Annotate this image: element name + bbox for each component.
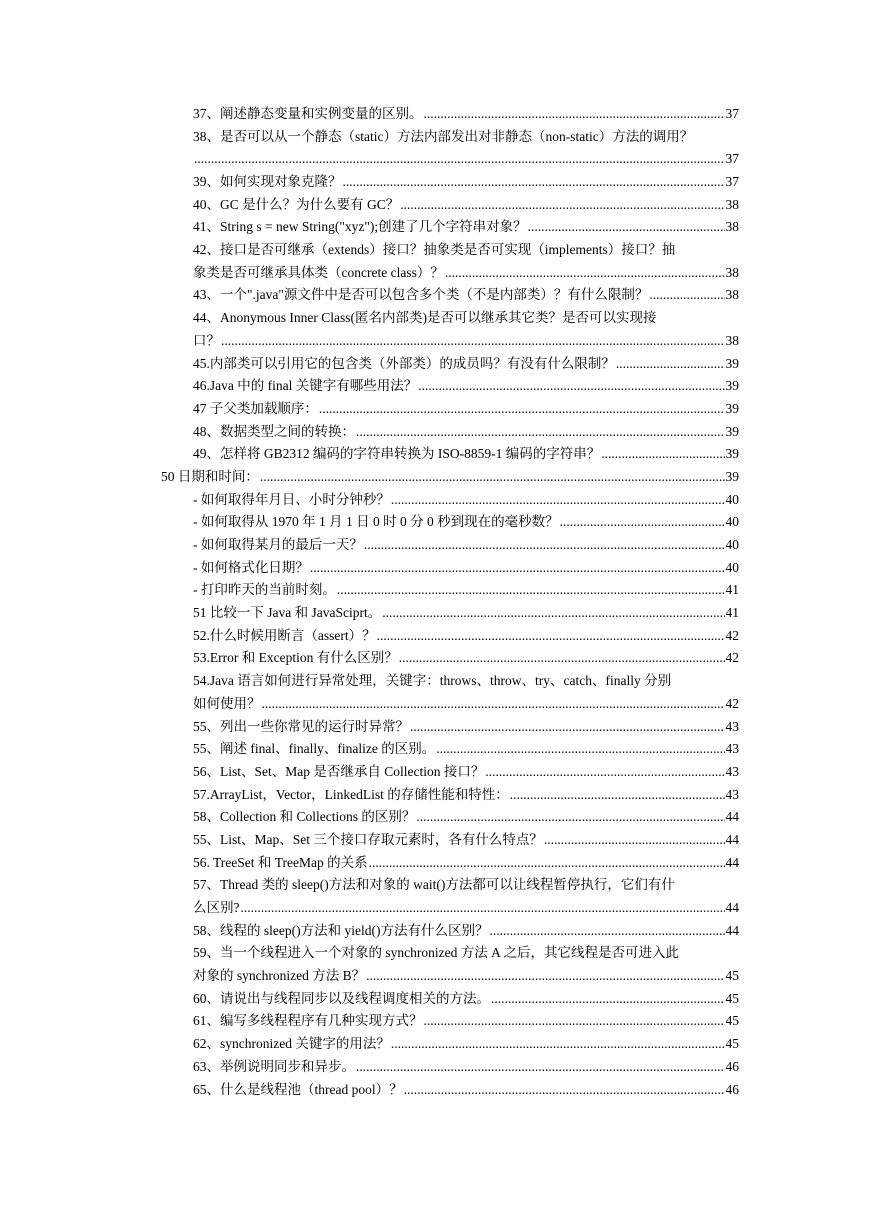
toc-leader-dots [369,852,725,875]
toc-entry-title: 52.什么时候用断言（assert）？ [193,627,376,643]
toc-page-number: 45 [725,1013,739,1029]
toc-entry-title: 62、synchronized 关键字的用法？ [193,1036,390,1052]
toc-entry[interactable] [0,874,739,897]
toc-entry-title: 42、接口是否可继承（extends）接口？抽象类是否可实现（implements）接口？抽 [193,242,676,258]
toc-entry[interactable] [0,466,739,489]
toc-entry[interactable] [0,148,739,171]
toc-entry-title: 55、阐述 final、finally、finalize 的区别。 [193,741,436,757]
toc-entry[interactable] [0,353,739,376]
toc-leader-dots [366,965,724,988]
toc-leader-dots [510,784,725,807]
toc-entry[interactable] [0,489,739,512]
toc-page-number: 45 [725,990,739,1006]
toc-entry-title: 41、String s = new String("xyz");创建了几个字符串对象？ [193,219,527,235]
toc-entry-title: 么区别? [193,900,240,916]
toc-entry-title: 38、是否可以从一个静态（static）方法内部发出对非静态（non-static）方法的调用？ [193,128,694,144]
toc-entry-title: 61、编写多线程程序有几种实现方式？ [193,1013,423,1029]
toc-leader-dots [485,761,724,784]
toc-entry[interactable] [0,1033,739,1056]
toc-entry[interactable] [0,511,739,534]
toc-leader-dots [436,738,724,761]
table-of-contents [0,103,869,1101]
toc-entry[interactable] [0,534,739,557]
toc-leader-dots [416,806,724,829]
toc-entry-title: 57、Thread 类的 sleep()方法和对象的 wait()方法都可以让线程暂停执行，它们有什 [193,877,675,893]
toc-leader-dots [560,511,725,534]
toc-page-number: 42 [725,695,739,711]
toc-entry[interactable] [0,693,739,716]
toc-entry-title: - 如何格式化日期？ [193,559,309,575]
toc-entry[interactable] [0,738,739,761]
toc-entry[interactable] [0,1079,739,1102]
toc-entry[interactable] [0,602,739,625]
toc-page-number: 42 [725,627,739,643]
toc-page-number: 38 [725,264,739,280]
toc-page-number: 37 [725,105,739,121]
toc-entry[interactable] [0,942,739,965]
toc-entry-title: 65、什么是线程池（thread pool）？ [193,1081,403,1097]
toc-entry-title: 58、线程的 sleep()方法和 yield()方法有什么区别？ [193,922,489,938]
toc-page-number: 40 [725,491,739,507]
toc-entry[interactable] [0,126,739,149]
toc-entry[interactable] [0,375,739,398]
toc-entry[interactable] [0,421,739,444]
toc-leader-dots [410,716,725,739]
toc-leader-dots [221,330,725,353]
toc-entry[interactable] [0,579,739,602]
toc-leader-dots [310,557,725,580]
toc-entry[interactable] [0,829,739,852]
toc-entry-title: 60、请说出与线程同步以及线程调度相关的方法。 [193,990,490,1006]
toc-page-number: 38 [725,287,739,303]
toc-page-number: 39 [725,423,739,439]
toc-page-number: 43 [725,786,739,802]
toc-entry-title: 48、数据类型之间的转换： [193,423,355,439]
toc-entry-title: 56、List、Set、Map 是否继承自 Collection 接口？ [193,763,485,779]
toc-entry-title: 57.ArrayList，Vector，LinkedList 的存储性能和特性： [193,786,509,802]
toc-entry-title: - 如何取得年月日、小时分钟秒？ [193,491,390,507]
toc-entry[interactable] [0,285,739,308]
toc-entry-title: 40、GC 是什么？为什么要有 GC？ [193,196,400,212]
toc-entry-title: 49、怎样将 GB2312 编码的字符串转换为 ISO-8859-1 编码的字符串？ [193,446,601,462]
toc-page-number: 40 [725,514,739,530]
toc-entry-title: - 如何取得某月的最后一天？ [193,537,363,553]
toc-entry[interactable] [0,648,739,671]
toc-page-number: 43 [725,718,739,734]
toc-entry[interactable] [0,103,739,126]
toc-entry-title: 59、当一个线程进入一个对象的 synchronized 方法 A 之后，其它线程是否可进入此 [193,945,679,961]
toc-entry[interactable] [0,330,739,353]
toc-entry[interactable] [0,920,739,943]
toc-entry[interactable] [0,557,739,580]
toc-page-number: 44 [725,922,739,938]
toc-leader-dots [382,602,724,625]
toc-leader-dots [601,443,724,466]
toc-leader-dots [260,466,725,489]
toc-entry-title: - 如何取得从 1970 年 1 月 1 日 0 时 0 分 0 秒到现在的毫秒数？ [193,514,559,530]
toc-page-number: 39 [725,355,739,371]
toc-entry-title: 39、如何实现对象克隆？ [193,174,342,190]
toc-entry[interactable] [0,1011,739,1034]
toc-leader-dots [391,489,725,512]
toc-entry-title: 如何使用？ [193,695,261,711]
toc-entry-title: 63、举例说明同步和异步。 [193,1058,355,1074]
toc-page-number: 45 [725,1036,739,1052]
toc-leader-dots [194,148,725,171]
toc-page-number: 41 [725,582,739,598]
toc-page-number: 38 [725,219,739,235]
toc-leader-dots [489,920,724,943]
toc-entry[interactable] [0,307,739,330]
toc-entry-title: 44、Anonymous Inner Class(匿名内部类)是否可以继承其它类？是否可以实现接 [193,310,657,326]
toc-entry-title: 对象的 synchronized 方法 B？ [193,968,366,984]
toc-page-number: 39 [725,400,739,416]
toc-leader-dots [356,1056,725,1079]
toc-entry-title: 象类是否可继承具体类（concrete class）？ [193,264,444,280]
toc-page-number: 44 [725,831,739,847]
toc-entry-title: 55、List、Map、Set 三个接口存取元素时，各有什么特点？ [193,831,543,847]
toc-leader-dots [424,103,725,126]
toc-entry[interactable] [0,897,739,920]
toc-entry[interactable] [0,216,739,239]
toc-entry[interactable] [0,784,739,807]
toc-entry-title: 47 子父类加载顺序： [193,400,318,416]
toc-entry[interactable] [0,262,739,285]
toc-leader-dots [241,897,725,920]
toc-leader-dots [404,1079,725,1102]
toc-page-number: 38 [725,332,739,348]
toc-page-number: 46 [725,1081,739,1097]
toc-leader-dots [649,284,724,307]
toc-leader-dots [491,988,725,1011]
toc-leader-dots [418,375,724,398]
toc-leader-dots [337,579,725,602]
toc-leader-dots [424,1010,725,1033]
toc-entry[interactable] [0,171,739,194]
toc-entry-title: 51 比较一下 Java 和 JavaSciprt。 [193,605,382,621]
toc-entry-title: 43、一个".java"源文件中是否可以包含多个类（不是内部类）？有什么限制？ [193,287,649,303]
toc-leader-dots [377,625,725,648]
toc-entry-title: 56. TreeSet 和 TreeMap 的关系 [193,854,368,870]
toc-page-number: 39 [725,468,739,484]
toc-entry[interactable] [0,716,739,739]
toc-entry-title: 口？ [193,332,220,348]
toc-entry-title: 54.Java 语言如何进行异常处理，关键字：throws、throw、try、catch、finally 分别 [193,673,672,689]
toc-leader-dots [528,216,725,239]
toc-page-number: 46 [725,1058,739,1074]
toc-entry[interactable] [0,1056,739,1079]
toc-entry[interactable] [0,670,739,693]
toc-entry-title: 50 日期和时间： [161,468,259,484]
toc-entry[interactable] [0,398,739,421]
toc-leader-dots [343,171,725,194]
toc-leader-dots [391,1033,725,1056]
toc-page-number: 40 [725,537,739,553]
toc-page-number: 44 [725,900,739,916]
toc-entry[interactable] [0,988,739,1011]
toc-leader-dots [262,693,725,716]
toc-page-number: 43 [725,741,739,757]
toc-entry[interactable] [0,852,739,875]
toc-entry-title: 45.内部类可以引用它的包含类（外部类）的成员吗？有没有什么限制？ [193,355,615,371]
toc-entry[interactable] [0,239,739,262]
toc-entry[interactable] [0,625,739,648]
toc-leader-dots [445,262,725,285]
toc-leader-dots [400,194,724,217]
toc-leader-dots [616,353,725,376]
toc-page-number: 37 [725,174,739,190]
toc-entry-title: 46.Java 中的 final 关键字有哪些用法？ [193,378,418,394]
toc-leader-dots [364,534,725,557]
toc-entry-title: 58、Collection 和 Collections 的区别？ [193,809,416,825]
toc-entry[interactable] [0,806,739,829]
toc-leader-dots [319,398,725,421]
toc-entry-title: - 打印昨天的当前时刻。 [193,582,336,598]
toc-leader-dots [356,421,725,444]
toc-page-number: 43 [725,763,739,779]
toc-entry-title: 55、列出一些你常见的运行时异常？ [193,718,409,734]
toc-entry[interactable] [0,194,739,217]
toc-leader-dots [544,829,725,852]
toc-page-number: 40 [725,559,739,575]
toc-page-number: 44 [725,854,739,870]
toc-entry[interactable] [0,761,739,784]
toc-page-number: 39 [725,446,739,462]
toc-entry[interactable] [0,443,739,466]
toc-page-number: 41 [725,605,739,621]
toc-leader-dots [399,647,725,670]
toc-page-number: 39 [725,378,739,394]
toc-page-number: 44 [725,809,739,825]
toc-page-number: 42 [725,650,739,666]
toc-page-number: 37 [725,151,739,167]
toc-entry[interactable] [0,965,739,988]
toc-page-number: 45 [725,968,739,984]
toc-page-number: 38 [725,196,739,212]
toc-entry-title: 53.Error 和 Exception 有什么区别？ [193,650,398,666]
toc-entry-title: 37、阐述静态变量和实例变量的区别。 [193,105,423,121]
